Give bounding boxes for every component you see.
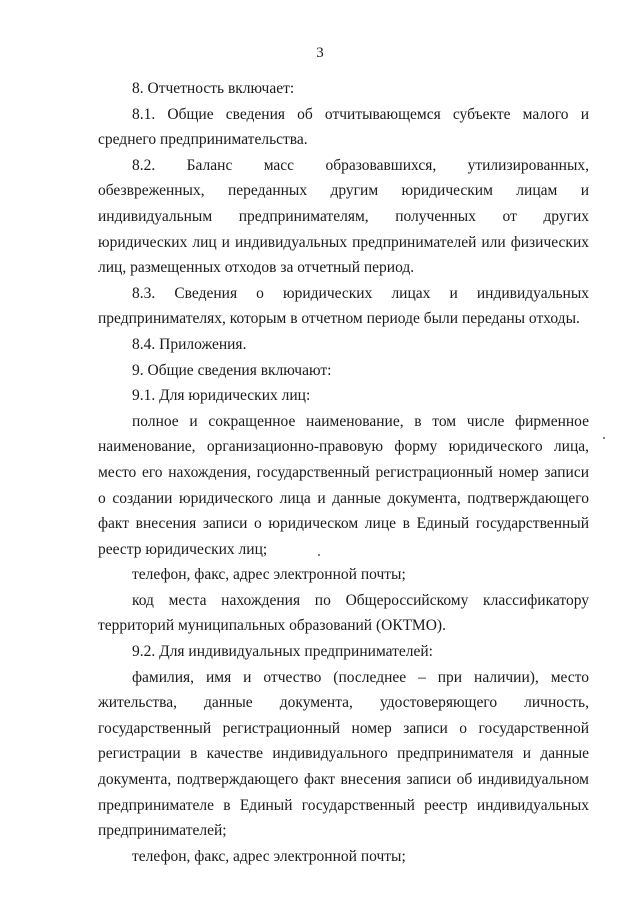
paragraph-8-3: 8.3. Сведения о юридических лицах и индивидуальных предпринимателях, которым в отчетном периоде были переданы отходы.	[98, 284, 589, 328]
paragraph-legal-contacts: телефон, факс, адрес электронной почты;	[132, 566, 406, 584]
paragraph-9-1: 9.1. Для юридических лиц:	[132, 387, 311, 405]
document-body	[98, 76, 589, 869]
scan-speck	[318, 554, 320, 556]
scan-speck	[603, 437, 605, 439]
paragraph-9: 9. Общие сведения включают:	[132, 361, 332, 379]
paragraph-ip-contacts: телефон, факс, адрес электронной почты;	[132, 847, 406, 865]
paragraph-oktmo: код места нахождения по Общероссийскому классификатору территорий муниципальных образований (ОКТМО).	[98, 591, 589, 635]
paragraph-8-1: 8.1. Общие сведения об отчитывающемся субъекте малого и среднего предпринимательства.	[98, 105, 589, 149]
page-number: 3	[316, 45, 324, 61]
paragraph-legal-name: полное и сокращенное наименование, в том числе фирменное наименование, организационно-правовую форму юридического лица, место его нахождения, государственный регистрационный номер записи о создании юридического лица и данные документа, подтверждающего факт внесения записи о юридическом лице в Единый государственный реестр юридических лиц;	[98, 412, 589, 558]
paragraph-ip-name: фамилия, имя и отчество (последнее – при наличии), место жительства, данные документа, удостоверяющего личность, государственный регистрационный номер записи о государственной регистрации в качестве индивидуального предпринимателя и данные документа, подтверждающего факт внесения записи об индивидуальном предпринимателе в Единый государственный реестр индивидуальных предпринимателей;	[98, 668, 589, 840]
paragraph-8: 8. Отчетность включает:	[132, 80, 295, 97]
paragraph-8-4: 8.4. Приложения.	[132, 335, 247, 353]
paragraph-9-2: 9.2. Для индивидуальных предпринимателей:	[132, 643, 433, 661]
paragraph-8-2: 8.2. Баланс масс образовавшихся, утилизированных, обезвреженных, переданных другим юридическим лицам и индивидуальным предпринимателям, полученных от других юридических лиц и индивидуальных предпринимателей или физических лиц, размещенных отходов за отчетный период.	[98, 156, 589, 277]
